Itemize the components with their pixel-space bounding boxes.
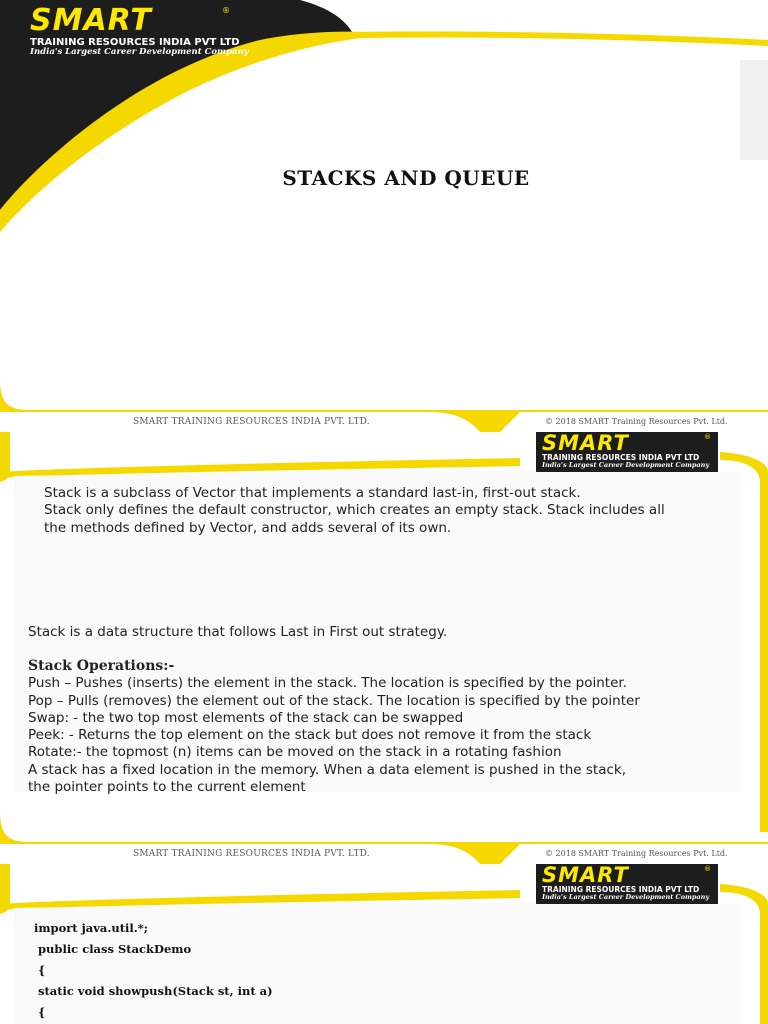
operations-block [28,658,640,796]
code-line: { [34,1005,46,1019]
footer-copyright: © 2018 SMART Training Resources Pvt. Ltd. [545,849,728,858]
code-slide [0,864,768,1024]
content-slide [0,432,768,864]
logo-registered-mark: ® [704,865,711,873]
logo-company: TRAINING RESOURCES INDIA PVT LTD [542,453,700,462]
code-line: static void showpush(Stack st, int a) [34,984,273,998]
logo-tagline: India's Largest Career Development Company [30,47,249,57]
logo-company: TRAINING RESOURCES INDIA PVT LTD [30,37,240,48]
logo-company: TRAINING RESOURCES INDIA PVT LTD [542,885,700,894]
code-block [34,918,273,1023]
footer-company: SMART TRAINING RESOURCES INDIA PVT. LTD. [133,417,370,427]
operation-line: Peek: - Returns the top element on the stack but does not remove it from the stack [28,727,592,744]
intro-line: the methods defined by Vector, and adds several of its own. [44,519,452,536]
logo-wordmark: SMART [542,864,629,887]
logo-tagline: India's Largest Career Development Company [542,893,710,902]
logo-registered-mark: ® [704,433,711,441]
operation-line: Push – Pushes (inserts) the element in the stack. The location is specified by the pointer. [28,675,627,692]
operation-line: Rotate:- the topmost (n) items can be moved on the stack in a rotating fashion [28,744,562,761]
code-line: public class StackDemo [34,942,192,956]
code-line: import java.util.*; [34,921,149,935]
logo-wordmark: SMART [542,432,629,455]
smart-logo [542,433,709,469]
intro-paragraph [44,485,665,537]
operation-line: Swap: - the two top most elements of the stack can be swapped [28,709,464,726]
slide-background [0,0,768,432]
smart-logo [30,3,249,57]
operation-line: Pop – Pulls (removes) the element out of the stack. The location is specified by the pointer [28,692,640,709]
logo-tagline: India's Largest Career Development Company [542,461,710,470]
definition-text: Stack is a data structure that follows Last in First out strategy. [28,624,448,640]
operation-line: A stack has a fixed location in the memory. When a data element is pushed in the stack, [28,761,626,778]
footer-company: SMART TRAINING RESOURCES INDIA PVT. LTD. [133,849,370,859]
logo-registered-mark: ® [222,6,230,15]
operation-line: the pointer points to the current element [28,779,306,796]
title-slide [0,0,768,432]
smart-logo [542,865,709,901]
code-line: { [34,963,46,977]
footer-copyright: © 2018 SMART Training Resources Pvt. Ltd. [545,417,728,426]
slide-title: STACKS AND QUEUE [282,166,530,190]
logo-wordmark: SMART [30,3,152,38]
intro-line: Stack only defines the default constructor, which creates an empty stack. Stack includes all [44,502,665,519]
intro-line: Stack is a subclass of Vector that implements a standard last-in, first-out stack. [44,485,581,501]
operations-heading: Stack Operations:- [28,658,175,674]
